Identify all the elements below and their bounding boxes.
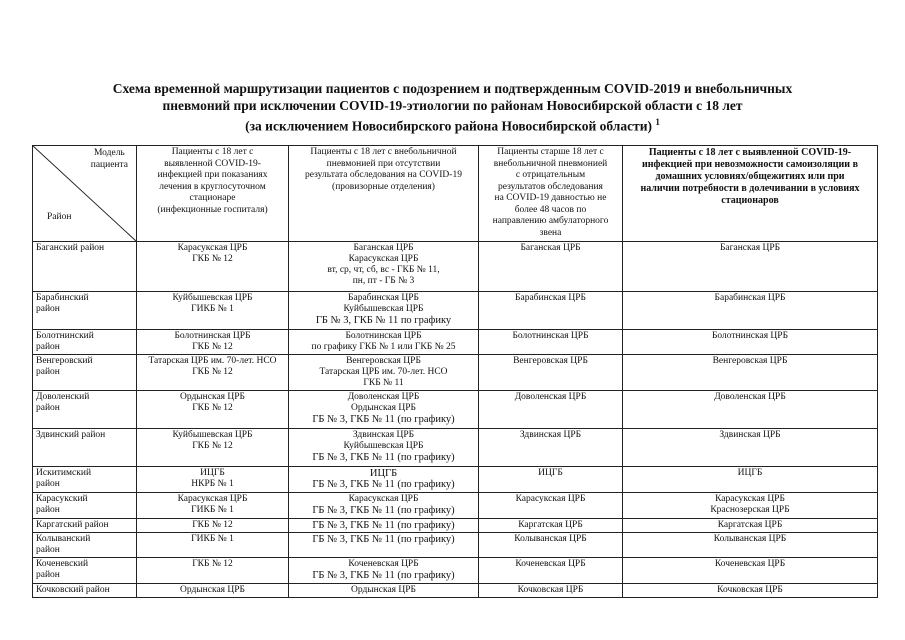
district-name: Колыванский xyxy=(36,534,91,544)
header-text-line: результатов обследования xyxy=(498,181,603,192)
district-name: Каргатский район xyxy=(36,520,109,530)
cell-text: Здвинская ЦРБ xyxy=(352,430,415,440)
cell-text-schedule: ГБ № 3, ГКБ № 11 (по графику) xyxy=(312,505,455,516)
cell-text: Доволенская ЦРБ xyxy=(347,392,420,402)
header-col-pneumonia-untested xyxy=(289,146,479,242)
district-name: район xyxy=(36,570,60,580)
cell-text: Татарская ЦРБ им. 70-лет. НСО xyxy=(148,356,277,366)
header-text-line: Пациенты с 18 лет с внебольничной xyxy=(310,147,457,157)
pneumonia-negative-cell xyxy=(479,519,623,533)
district-name: район xyxy=(36,342,60,352)
cell-text: Кочковская ЦРБ xyxy=(517,585,584,595)
cell-text: Баганская ЦРБ xyxy=(719,243,781,253)
pneumonia-untested-cell xyxy=(289,391,479,429)
pneumonia-untested-cell xyxy=(289,493,479,519)
cell-text: Баганская ЦРБ xyxy=(520,243,581,253)
pneumonia-untested-cell xyxy=(289,292,479,330)
pneumonia-untested-cell xyxy=(289,519,479,533)
header-text-line: более 48 часов по xyxy=(514,204,587,215)
hospital-cell xyxy=(137,355,289,391)
header-text-line: выявленной COVID-19- xyxy=(164,158,261,169)
cell-text: Барабинская ЦРБ xyxy=(348,293,419,303)
cell-text: ГКБ № 12 xyxy=(192,441,233,451)
header-text-line: с отрицательным xyxy=(515,170,586,180)
pneumonia-negative-cell xyxy=(479,533,623,558)
cell-text-schedule: ГБ № 3, ГКБ № 11 (по графику) xyxy=(312,452,455,463)
header-col-pneumonia-negative xyxy=(479,146,623,242)
table-body xyxy=(33,242,878,598)
district-name: район xyxy=(36,403,60,413)
title-line-1: Схема временной маршрутизации пациентов с подозрением и подтвержденным COVID-2019 и внебольничных xyxy=(112,81,793,96)
corner-model-line-1: Модель xyxy=(93,148,125,158)
header-text-line: звена xyxy=(539,227,562,238)
cell-text: Доволенская ЦРБ xyxy=(514,392,587,402)
table-row xyxy=(33,330,878,355)
hospital-cell xyxy=(137,558,289,584)
table-row xyxy=(33,355,878,391)
district-cell xyxy=(33,558,137,584)
cell-text: ГИКБ № 1 xyxy=(191,505,234,515)
hospital-cell xyxy=(137,533,289,558)
cell-text: Болотнинская ЦРБ xyxy=(345,331,422,341)
cell-text-schedule: ГБ № 3, ГКБ № 11 (по графику) xyxy=(312,570,455,581)
pneumonia-negative-cell xyxy=(479,292,623,330)
pneumonia-untested-cell xyxy=(289,242,479,292)
district-name: Карасукский xyxy=(36,494,88,504)
corner-model-label xyxy=(91,148,128,171)
cell-text: Куйбышевская ЦРБ xyxy=(172,293,253,303)
cell-text: ИЦГБ xyxy=(538,468,563,478)
header-text-line: внебольничной пневмонией xyxy=(493,158,608,169)
cell-text: Краснозерская ЦРБ xyxy=(710,505,790,515)
district-cell xyxy=(33,467,137,493)
header-text-line: (инфекционные госпиталя) xyxy=(157,204,268,215)
cell-text: Здвинская ЦРБ xyxy=(519,430,582,440)
cell-text: НКРБ № 1 xyxy=(191,479,234,489)
pneumonia-negative-cell xyxy=(479,242,623,292)
hospital-cell xyxy=(137,429,289,467)
pneumonia-negative-cell xyxy=(479,467,623,493)
district-name: Болотнинский xyxy=(36,331,94,341)
table-row xyxy=(33,533,878,558)
pneumonia-untested-cell xyxy=(289,558,479,584)
pneumonia-negative-cell xyxy=(479,584,623,598)
header-text-line: результата обследования на COVID-19 xyxy=(305,170,462,180)
cell-text: Карасукская ЦРБ xyxy=(177,243,248,253)
self-isolation-cell xyxy=(623,292,878,330)
title-footnote-mark: 1 xyxy=(655,117,660,127)
self-isolation-cell xyxy=(623,429,878,467)
district-cell xyxy=(33,292,137,330)
table-row xyxy=(33,242,878,292)
cell-text: Карасукская ЦРБ xyxy=(515,494,586,504)
district-name: Здвинский район xyxy=(36,430,106,440)
table-row xyxy=(33,391,878,429)
self-isolation-cell xyxy=(623,467,878,493)
pneumonia-untested-cell xyxy=(289,467,479,493)
cell-text: ГИКБ № 1 xyxy=(191,304,234,314)
pneumonia-negative-cell xyxy=(479,558,623,584)
cell-text: Кочковская ЦРБ xyxy=(717,585,783,595)
self-isolation-cell xyxy=(623,330,878,355)
pneumonia-negative-cell xyxy=(479,493,623,519)
cell-text: Куйбышевская ЦРБ xyxy=(172,430,253,440)
cell-text: Барабинская ЦРБ xyxy=(714,293,786,303)
table-row xyxy=(33,493,878,519)
district-name: Искитимский xyxy=(36,468,92,478)
cell-text: ГКБ № 11 xyxy=(363,378,404,388)
pneumonia-untested-cell xyxy=(289,330,479,355)
cell-text: Барабинская ЦРБ xyxy=(515,293,586,303)
header-text-line: стационаре xyxy=(189,193,236,203)
header-text-line: (провизорные отделения) xyxy=(332,181,435,192)
cell-text: Каргатская ЦРБ xyxy=(717,520,783,530)
routing-table xyxy=(32,145,878,598)
header-text-line: Пациенты с 18 лет с xyxy=(171,147,254,157)
cell-text-schedule: ГБ № 3, ГКБ № 11 (по графику) xyxy=(312,520,455,531)
cell-text: Ордынская ЦРБ xyxy=(350,403,417,413)
title-line-3 xyxy=(40,114,865,135)
header-text-line: наличии потребности в долечивании в условиях xyxy=(640,183,860,194)
self-isolation-cell xyxy=(623,584,878,598)
cell-text: Карасукская ЦРБ xyxy=(715,494,785,504)
header-col-self-isolation xyxy=(623,146,878,242)
cell-text: ГКБ № 12 xyxy=(192,254,233,264)
header-text-line: инфекцией при невозможности самоизоляции в xyxy=(642,159,858,170)
cell-text: ГКБ № 12 xyxy=(192,559,233,569)
district-name: Коченевский xyxy=(36,559,89,569)
header-text-line: стационаров xyxy=(721,195,779,206)
district-cell xyxy=(33,355,137,391)
cell-text: ГКБ № 12 xyxy=(192,403,233,413)
cell-text: Болотнинская ЦРБ xyxy=(174,331,251,341)
district-name: район xyxy=(36,479,60,489)
district-cell xyxy=(33,429,137,467)
document-title xyxy=(40,80,865,135)
self-isolation-cell xyxy=(623,493,878,519)
cell-text: Колыванская ЦРБ xyxy=(514,534,587,544)
cell-text: ГКБ № 12 xyxy=(192,342,233,352)
corner-raion-label: Район xyxy=(47,211,72,222)
district-cell xyxy=(33,584,137,598)
district-name: Доволенский xyxy=(36,392,90,402)
cell-text: Венгеровская ЦРБ xyxy=(513,356,588,366)
cell-text: ГКБ № 12 xyxy=(192,520,233,530)
pneumonia-negative-cell xyxy=(479,355,623,391)
cell-text: Доволенская ЦРБ xyxy=(714,392,786,402)
district-name: район xyxy=(36,304,60,314)
district-name: Баганский район xyxy=(36,243,105,253)
district-name: Барабинский xyxy=(36,293,89,303)
cell-text: ИЦГБ xyxy=(200,468,225,478)
district-cell xyxy=(33,330,137,355)
hospital-cell xyxy=(137,292,289,330)
cell-text: Ордынская ЦРБ xyxy=(350,585,417,595)
cell-text: Карасукская ЦРБ xyxy=(348,494,419,504)
district-name: район xyxy=(36,367,60,377)
district-cell xyxy=(33,242,137,292)
cell-text-schedule: ГБ № 3, ГКБ № 11 по графику xyxy=(315,315,452,326)
pneumonia-negative-cell xyxy=(479,391,623,429)
pneumonia-negative-cell xyxy=(479,330,623,355)
self-isolation-cell xyxy=(623,355,878,391)
district-name: Кочковский район xyxy=(36,585,110,595)
district-cell xyxy=(33,533,137,558)
cell-text: Карасукская ЦРБ xyxy=(348,254,419,264)
cell-text: Болотнинская ЦРБ xyxy=(711,331,789,341)
header-text-line: лечения в круглосуточном xyxy=(159,181,266,192)
cell-text: Каргатская ЦРБ xyxy=(518,520,583,530)
district-cell xyxy=(33,391,137,429)
hospital-cell xyxy=(137,391,289,429)
cell-text: Ордынская ЦРБ xyxy=(179,392,246,402)
cell-text: Карасукская ЦРБ xyxy=(177,494,248,504)
title-line-3-text: (за исключением Новосибирского района Новосибирской области) xyxy=(245,118,652,134)
hospital-cell xyxy=(137,493,289,519)
header-col-hospital xyxy=(137,146,289,242)
hospital-cell xyxy=(137,330,289,355)
district-name: район xyxy=(36,505,60,515)
cell-text: по графику ГКБ № 1 или ГКБ № 25 xyxy=(311,342,456,352)
cell-text: ИЦГБ xyxy=(737,468,763,478)
self-isolation-cell xyxy=(623,558,878,584)
table-header-row xyxy=(33,146,878,242)
district-cell xyxy=(33,493,137,519)
table-row xyxy=(33,429,878,467)
pneumonia-untested-cell xyxy=(289,355,479,391)
cell-text-schedule: ГБ № 3, ГКБ № 11 (по графику) xyxy=(312,479,455,490)
cell-text: Венгеровская ЦРБ xyxy=(346,356,421,366)
header-text-line: инфекцией при показаниях xyxy=(157,170,268,180)
cell-text-schedule: ГБ № 3, ГКБ № 11 (по графику) xyxy=(312,534,455,545)
cell-text: ГКБ № 12 xyxy=(192,367,233,377)
cell-text: Коченевская ЦРБ xyxy=(714,559,786,569)
cell-text: Куйбышевская ЦРБ xyxy=(343,304,424,314)
cell-text: Татарская ЦРБ им. 70-лет. НСО xyxy=(319,367,448,377)
self-isolation-cell xyxy=(623,242,878,292)
table-row xyxy=(33,519,878,533)
table-row xyxy=(33,558,878,584)
district-name: Венгеровский xyxy=(36,356,93,366)
table-row xyxy=(33,292,878,330)
table-row xyxy=(33,467,878,493)
title-line-2: пневмоний при исключении COVID-19-этиологии по районам Новосибирской области с 18 лет xyxy=(162,98,743,113)
pneumonia-untested-cell xyxy=(289,533,479,558)
cell-text: Коченевская ЦРБ xyxy=(515,559,586,569)
cell-text: вт, ср, чт, сб, вс - ГКБ № 11, xyxy=(327,265,440,275)
pneumonia-untested-cell xyxy=(289,584,479,598)
cell-text: Коченевская ЦРБ xyxy=(348,559,419,569)
hospital-cell xyxy=(137,519,289,533)
hospital-cell xyxy=(137,584,289,598)
cell-text: пн, пт - ГБ № 3 xyxy=(352,276,415,286)
header-corner-cell xyxy=(33,146,137,242)
district-name: район xyxy=(36,545,60,555)
cell-text: Болотнинская ЦРБ xyxy=(512,331,589,341)
cell-text: Баганская ЦРБ xyxy=(353,243,414,253)
cell-text: Венгеровская ЦРБ xyxy=(712,356,788,366)
header-text-line: Пациенты старше 18 лет с xyxy=(497,147,604,157)
header-text-line: домашних условиях/общежитиях или при xyxy=(655,171,845,182)
cell-text: Здвинская ЦРБ xyxy=(719,430,781,440)
pneumonia-untested-cell xyxy=(289,429,479,467)
pneumonia-negative-cell xyxy=(479,429,623,467)
table-row xyxy=(33,584,878,598)
self-isolation-cell xyxy=(623,391,878,429)
header-text-line: пневмонией при отсутствии xyxy=(326,158,441,169)
hospital-cell xyxy=(137,467,289,493)
header-text-line: направлению амбулаторного xyxy=(492,216,609,226)
cell-text: Ордынская ЦРБ xyxy=(179,585,246,595)
cell-text: ГИКБ № 1 xyxy=(191,534,234,544)
cell-text: Куйбышевская ЦРБ xyxy=(343,441,424,451)
cell-text: Колыванская ЦРБ xyxy=(713,534,787,544)
corner-model-line-2: пациента xyxy=(90,159,128,170)
header-text-line: Пациенты с 18 лет с выявленной COVID-19- xyxy=(648,147,852,158)
header-text-line: на COVID-19 давностью не xyxy=(494,193,607,203)
self-isolation-cell xyxy=(623,533,878,558)
cell-text-schedule: ГБ № 3, ГКБ № 11 (по графику) xyxy=(312,414,455,425)
district-cell xyxy=(33,519,137,533)
hospital-cell xyxy=(137,242,289,292)
self-isolation-cell xyxy=(623,519,878,533)
cell-text-schedule: ИЦГБ xyxy=(369,468,398,479)
